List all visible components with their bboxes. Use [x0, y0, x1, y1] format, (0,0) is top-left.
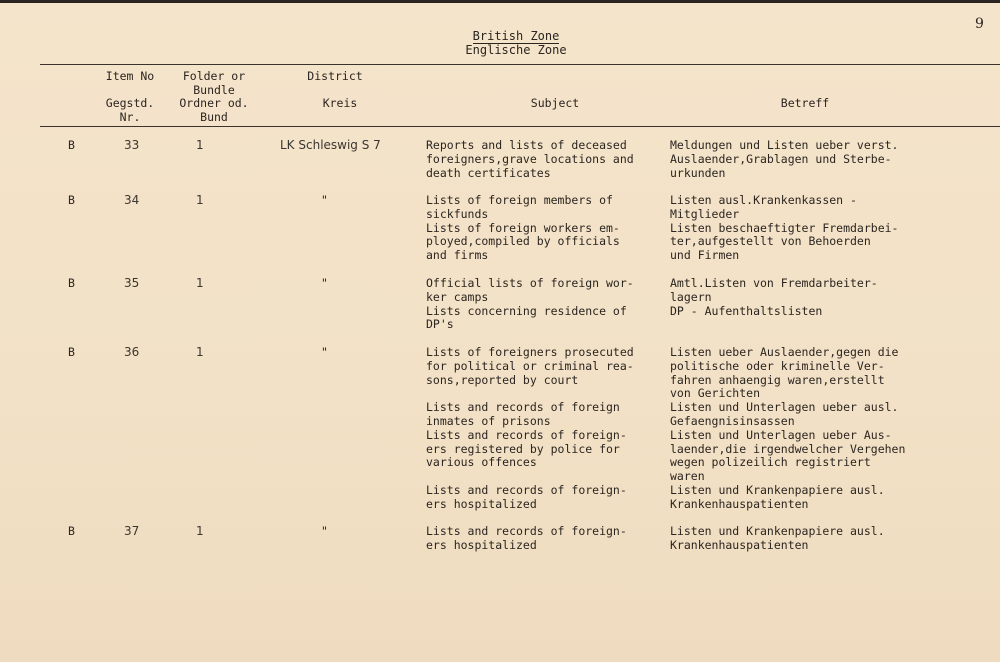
- row-subject: Reports and lists of deceased foreigners,grave locations and death certificates: [426, 138, 634, 180]
- row-prefix: B: [68, 193, 75, 207]
- row-item-number: 33: [124, 138, 140, 152]
- row-item-number: 37: [124, 524, 140, 538]
- header-folder-bundle: Folder or Bundle: [182, 69, 246, 97]
- row-betreff: Listen ueber Auslaender,gegen die politische oder kriminelle Ver- fahren anhaengig waren,erstellt von Gerichten Listen und Unterlagen ueber ausl. Gefaengnisinsassen Listen und Unterlagen ueber Aus- laender,die irgendwelcher Vergehen wegen polizeilich registriert waren Listen und Krankenpapiere ausl. Krankenhauspatienten: [670, 345, 906, 511]
- header-district: District: [307, 69, 363, 83]
- header-top-rule: [40, 64, 1000, 65]
- header-item-no: Item No: [105, 69, 155, 83]
- row-subject: Lists of foreign members of sickfunds Lists of foreign workers em- ployed,compiled by officials and firms: [426, 193, 620, 263]
- zone-title-english-text: British Zone: [472, 29, 560, 43]
- row-folder: 1: [196, 193, 204, 207]
- row-prefix: B: [68, 276, 75, 290]
- zone-title-english: [400, 29, 632, 43]
- page-number: 9: [975, 16, 984, 32]
- row-betreff: Amtl.Listen von Fremdarbeiter- lagern DP - Aufenthaltslisten: [670, 276, 878, 318]
- header-subject: Subject: [530, 96, 580, 110]
- row-folder: 1: [196, 138, 204, 152]
- header-betreff: Betreff: [780, 96, 830, 110]
- row-district-ditto: ": [321, 276, 328, 290]
- row-item-number: 34: [124, 193, 140, 207]
- top-edge-band: [0, 0, 1000, 3]
- row-subject: Lists of foreigners prosecuted for political or criminal rea- sons,reported by court Lists and records of foreign inmates of prisons Lists and records of foreign- ers registered by police for various offences Lists and records of foreign- ers hospitalized: [426, 345, 634, 511]
- row-folder: 1: [196, 276, 204, 290]
- row-folder: 1: [196, 345, 204, 359]
- row-district-ditto: ": [321, 345, 328, 359]
- row-item-number: 35: [124, 276, 140, 290]
- row-subject: Lists and records of foreign- ers hospitalized: [426, 524, 627, 552]
- header-kreis: Kreis: [322, 96, 358, 110]
- row-betreff: Meldungen und Listen ueber verst. Auslaender,Grablagen und Sterbe- urkunden: [670, 138, 899, 180]
- row-betreff: Listen und Krankenpapiere ausl. Krankenhauspatienten: [670, 524, 885, 552]
- row-district-ditto: ": [321, 524, 328, 538]
- row-folder: 1: [196, 524, 204, 538]
- header-ordner-bund: Ordner od. Bund: [179, 96, 249, 124]
- row-district-ditto: ": [321, 193, 328, 207]
- row-prefix: B: [68, 345, 75, 359]
- row-item-number: 36: [124, 345, 140, 359]
- header-bottom-rule: [40, 126, 1000, 127]
- row-subject: Official lists of foreign wor- ker camps Lists concerning residence of DP's: [426, 276, 634, 332]
- row-district: LK Schleswig S 7: [280, 138, 381, 152]
- row-prefix: B: [68, 524, 75, 538]
- row-prefix: B: [68, 138, 75, 152]
- row-betreff: Listen ausl.Krankenkassen - Mitglieder Listen beschaeftigter Fremdarbei- ter,aufgestellt von Behoerden und Firmen: [670, 193, 899, 263]
- zone-title-german: Englische Zone: [465, 43, 567, 57]
- header-gegstd-nr: Gegstd. Nr.: [105, 96, 155, 124]
